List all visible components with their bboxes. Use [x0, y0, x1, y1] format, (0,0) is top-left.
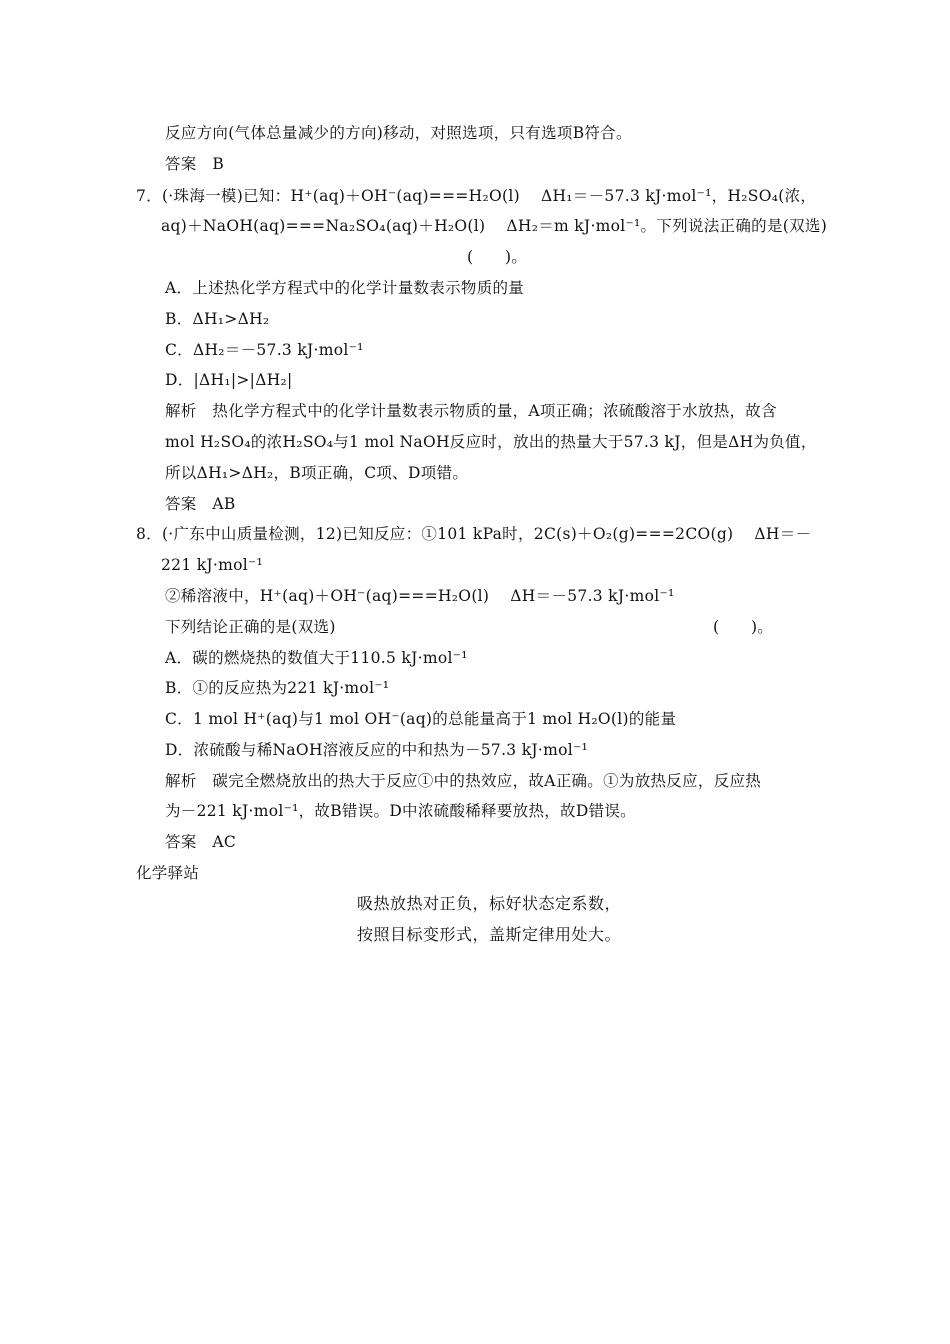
- answer-line: 答案 AB: [165, 495, 236, 513]
- question-7-line-2: aq)＋NaOH(aq)===Na₂SO₄(aq)＋H₂O(l) ΔH₂＝m kJ·mol⁻¹。下列说法正确的是(双选): [161, 217, 828, 235]
- option-d: D．|ΔH₁|>|ΔH₂|: [165, 371, 293, 389]
- option-c: C．ΔH₂＝－57.3 kJ·mol⁻¹: [165, 341, 364, 359]
- explanation-line-2: 为－221 kJ·mol⁻¹，故B错误。D中浓硫酸稀释要放热，故D错误。: [165, 802, 636, 820]
- option-b: B．ΔH₁>ΔH₂: [165, 310, 270, 328]
- option-d: D．浓硫酸与稀NaOH溶液反应的中和热为－57.3 kJ·mol⁻¹: [165, 741, 589, 759]
- explanation-line-1: 解析 碳完全燃烧放出的热大于反应①中的热效应，故A正确。①为放热反应，反应热: [165, 772, 762, 790]
- explanation-line-2: mol H₂SO₄的浓H₂SO₄与1 mol NaOH反应时，放出的热量大于57.3 kJ，但是ΔH为负值，: [165, 433, 817, 451]
- explanation-line-1: 解析 热化学方程式中的化学计量数表示物质的量，A项正确；浓硫酸溶于水放热，故含: [165, 402, 777, 420]
- text-line: 反应方向(气体总量减少的方向)移动，对照选项，只有选项B符合。: [165, 124, 632, 142]
- question-8-line-3: ②稀溶液中，H⁺(aq)＋OH⁻(aq)===H₂O(l) ΔH＝－57.3 kJ·mol⁻¹: [165, 587, 675, 605]
- answer-line: 答案 AC: [165, 833, 237, 851]
- question-8-blank: ( )。: [713, 618, 774, 636]
- answer-line: 答案 B: [165, 155, 225, 173]
- poem-line-1: 吸热放热对正负，标好状态定系数，: [357, 894, 622, 913]
- question-7-blank: ( )。: [467, 248, 528, 266]
- explanation-line-3: 所以ΔH₁>ΔH₂，B项正确，C项、D项错。: [165, 464, 469, 482]
- question-8-line-1: 8．(·广东中山质量检测，12)已知反应：①101 kPa时，2C(s)＋O₂(g)===2CO(g) ΔH＝－: [136, 525, 812, 543]
- section-heading: 化学驿站: [136, 864, 200, 882]
- question-8-line-4: 下列结论正确的是(双选): [165, 618, 336, 636]
- poem-line-2: 按照目标变形式，盖斯定律用处大。: [357, 925, 622, 944]
- question-7-line-1: 7．(·珠海一模)已知：H⁺(aq)＋OH⁻(aq)===H₂O(l) ΔH₁＝－57.3 kJ·mol⁻¹，H₂SO₄(浓，: [136, 187, 817, 205]
- option-c: C．1 mol H⁺(aq)与1 mol OH⁻(aq)的总能量高于1 mol H₂O(l)的能量: [165, 710, 677, 728]
- option-a: A．碳的燃烧热的数值大于110.5 kJ·mol⁻¹: [165, 649, 468, 667]
- question-8-line-2: 221 kJ·mol⁻¹: [161, 556, 264, 574]
- option-b: B．①的反应热为221 kJ·mol⁻¹: [165, 679, 390, 697]
- option-a: A．上述热化学方程式中的化学计量数表示物质的量: [165, 279, 525, 297]
